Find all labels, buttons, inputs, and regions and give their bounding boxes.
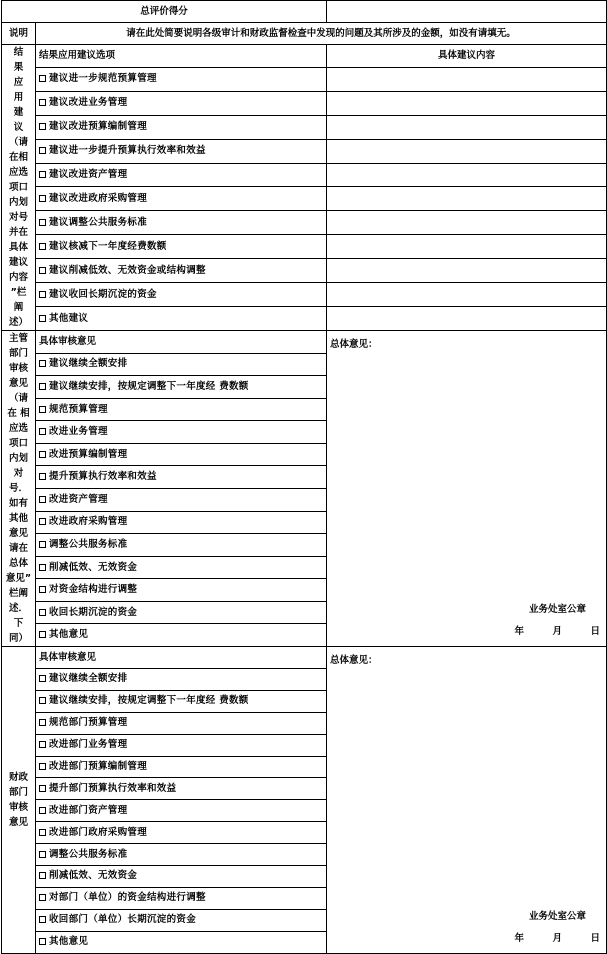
table-row (2, 187, 607, 211)
option-label: 其他建议 (49, 312, 89, 324)
overall-opinion-label: 总体意见： (330, 339, 378, 350)
option-label: 建议继续全额安排 (49, 673, 128, 685)
option-cell[interactable] (36, 624, 327, 647)
checkbox-icon[interactable] (39, 360, 46, 367)
side-label-part: 阐 (13, 302, 24, 313)
option-cell[interactable] (36, 778, 327, 800)
side-label-part: 意见 (8, 816, 28, 828)
option-label: 规范部门预算管理 (49, 717, 128, 729)
option-label: 收回长期沉淀的资金 (49, 606, 138, 618)
checkbox-icon[interactable] (39, 473, 46, 480)
section3-header: 具体审核意见 (36, 647, 327, 669)
side-label-part: 部门 (8, 348, 28, 359)
option-label: 其他意见 (49, 629, 89, 641)
checkbox-icon[interactable] (39, 195, 46, 202)
side-label-part: （请 (8, 137, 28, 148)
side-label-part: 部门 (8, 786, 28, 798)
option-label: 改进部门资产管理 (49, 804, 128, 816)
section1-col2-header: 具体建议内容 (327, 45, 607, 68)
side-label-part: 议 (13, 122, 24, 133)
checkbox-icon[interactable] (39, 147, 46, 154)
checkbox-icon[interactable] (39, 586, 46, 593)
option-label: 建议继续全额安排 (49, 358, 128, 370)
option-label: 建议继续安排，按规定调整下一年度经 费数额 (49, 381, 249, 393)
side-label-part: 对号 (8, 212, 28, 223)
seal-label: 业务处室公章 (529, 604, 587, 615)
option-cell[interactable] (36, 931, 327, 953)
option-cell[interactable] (36, 844, 327, 866)
option-cell[interactable] (36, 443, 327, 466)
overall-opinion-label: 总体意见： (330, 655, 378, 666)
checkbox-icon[interactable] (39, 763, 46, 770)
table-row (2, 139, 607, 163)
section3-overall-opinion[interactable] (327, 647, 607, 954)
side-label-part: 其他 (8, 513, 28, 524)
option-label: 调整公共服务标准 (49, 538, 128, 550)
table-row (2, 235, 607, 259)
checkbox-icon[interactable] (39, 609, 46, 616)
option-cell[interactable] (36, 866, 327, 888)
checkbox-icon[interactable] (39, 315, 46, 322)
checkbox-icon[interactable] (39, 851, 46, 858)
side-label-part: 对 (13, 468, 24, 479)
checkbox-icon[interactable] (39, 631, 46, 638)
option-cell[interactable] (36, 91, 327, 115)
section2-header: 具体审核意见 (36, 331, 327, 354)
checkbox-icon[interactable] (39, 675, 46, 682)
side-label-part: 在相 (8, 152, 28, 163)
suggestion-content-cell[interactable] (327, 139, 607, 163)
suggestion-content-cell[interactable] (327, 307, 607, 331)
checkbox-icon[interactable] (39, 741, 46, 748)
suggestion-content-cell[interactable] (327, 211, 607, 235)
side-label-part: 同） (8, 633, 28, 644)
side-label-part: 审核 (8, 801, 28, 813)
side-label-part: 总体 (8, 558, 28, 569)
checkbox-icon[interactable] (39, 291, 46, 298)
option-cell[interactable] (36, 211, 327, 235)
side-label-part: 项口 (8, 438, 28, 449)
checkbox-icon[interactable] (39, 938, 46, 945)
checkbox-icon[interactable] (39, 829, 46, 836)
side-label-part: 号． (8, 483, 28, 494)
option-label: 改进业务管理 (49, 426, 108, 438)
option-cell[interactable] (36, 887, 327, 909)
side-label-part: 述． (8, 603, 28, 614)
checkbox-icon[interactable] (39, 894, 46, 901)
suggestion-content-cell[interactable] (327, 259, 607, 283)
date-year: 年 (514, 626, 525, 637)
checkbox-icon[interactable] (39, 807, 46, 814)
side-label-part: 主管 (8, 333, 28, 344)
side-label-part: 内划 (8, 453, 28, 464)
option-label: 改进资产管理 (49, 493, 108, 505)
section2-overall-opinion[interactable] (327, 331, 607, 647)
side-label-part: 应 (13, 77, 24, 88)
date-day: 日 (590, 932, 601, 944)
checkbox-icon[interactable] (39, 541, 46, 548)
side-label-part: 应选 (8, 167, 28, 178)
suggestion-content-cell[interactable] (327, 283, 607, 307)
option-label: 改进预算编制管理 (49, 448, 128, 460)
option-cell[interactable] (36, 421, 327, 444)
side-label-part: 栏阐 (8, 588, 28, 599)
option-label: 对部门（单位）的资金结构进行调整 (49, 892, 206, 904)
option-label: 提升预算执行效率和效益 (49, 471, 157, 483)
option-label: 建议改进业务管理 (49, 97, 128, 109)
date-line (515, 933, 601, 945)
side-label-part: 审核 (8, 363, 28, 374)
checkbox-icon[interactable] (39, 123, 46, 130)
explain-text: 请在此处简要说明各级审计和财政监督检查中发现的问题及其所涉及的金额，如没有请填无。 (36, 23, 607, 45)
checkbox-icon[interactable] (39, 451, 46, 458)
checkbox-icon[interactable] (39, 785, 46, 792)
table-row (2, 211, 607, 235)
option-cell[interactable] (36, 283, 327, 307)
option-label: 建议核减下一年度经费数额 (49, 240, 167, 252)
side-label-part: 项口 (8, 182, 28, 193)
option-label: 建议调整公共服务标准 (49, 216, 148, 228)
checkbox-icon[interactable] (39, 697, 46, 704)
option-cell[interactable] (36, 259, 327, 283)
table-row (2, 259, 607, 283)
side-label-part: 建 (13, 107, 24, 118)
side-label-part: 应选 (8, 423, 28, 434)
option-label: 改进部门政府采购管理 (49, 826, 148, 838)
side-label-part: 意见 (8, 528, 28, 539)
option-cell[interactable] (36, 556, 327, 579)
option-cell[interactable] (36, 822, 327, 844)
seal-label: 业务处室公章 (529, 910, 587, 922)
suggestion-content-cell[interactable] (327, 163, 607, 187)
date-day: 日 (590, 626, 601, 637)
option-cell[interactable] (36, 601, 327, 624)
section2-side-label (2, 331, 36, 647)
side-label-part: ”栏 (10, 287, 27, 298)
option-cell[interactable] (36, 307, 327, 331)
side-label-part: 具体 (8, 242, 28, 253)
option-cell[interactable] (36, 67, 327, 91)
checkbox-icon[interactable] (39, 171, 46, 178)
checkbox-icon[interactable] (39, 428, 46, 435)
option-label: 提升部门预算执行效率和效益 (49, 782, 177, 794)
checkbox-icon[interactable] (39, 496, 46, 503)
total-score-value[interactable] (327, 1, 607, 23)
form-table (1, 0, 607, 954)
checkbox-icon[interactable] (39, 383, 46, 390)
side-label-part: 用 (13, 92, 24, 103)
suggestion-content-cell[interactable] (327, 187, 607, 211)
checkbox-icon[interactable] (39, 916, 46, 923)
option-cell[interactable] (36, 511, 327, 534)
option-label: 建议进一步规范预算管理 (49, 73, 157, 85)
date-year: 年 (514, 932, 525, 944)
date-month: 月 (552, 932, 563, 944)
side-label-part: 财政 (8, 771, 28, 783)
checkbox-icon[interactable] (39, 219, 46, 226)
option-label: 其他意见 (49, 936, 89, 948)
table-row (2, 283, 607, 307)
table-row (2, 91, 607, 115)
date-line (515, 626, 601, 638)
suggestion-content-cell[interactable] (327, 235, 607, 259)
option-label: 规范预算管理 (49, 403, 108, 415)
option-cell[interactable] (36, 235, 327, 259)
option-label: 改进政府采购管理 (49, 516, 128, 528)
option-label: 建议削减低效、无效资金或结构调整 (49, 264, 206, 276)
option-cell[interactable] (36, 669, 327, 691)
option-label: 建议改进资产管理 (49, 169, 128, 181)
side-label-part: 意见 (8, 378, 28, 389)
option-cell[interactable] (36, 187, 327, 211)
checkbox-icon[interactable] (39, 406, 46, 413)
side-label-part: 内容 (8, 272, 28, 283)
explain-label: 说明 (2, 23, 36, 45)
checkbox-icon[interactable] (39, 872, 46, 879)
date-month: 月 (552, 626, 563, 637)
total-score-label: 总评价得分 (2, 1, 327, 23)
checkbox-icon[interactable] (39, 518, 46, 525)
option-label: 改进部门预算编制管理 (49, 761, 148, 772)
side-label-part: 意见” (5, 573, 32, 584)
option-cell[interactable] (36, 909, 327, 931)
option-cell[interactable] (36, 712, 327, 734)
side-label-part: 在 相 (7, 408, 30, 419)
table-row (2, 67, 607, 91)
side-label-part: （请 (8, 393, 28, 404)
side-label-part: 建议 (8, 257, 28, 268)
side-label-part: 如有 (8, 498, 28, 509)
side-label-part: 述） (8, 317, 28, 328)
option-cell[interactable] (36, 376, 327, 399)
option-label: 改进部门业务管理 (49, 739, 128, 751)
option-cell[interactable] (36, 756, 327, 778)
option-cell[interactable] (36, 534, 327, 557)
option-cell[interactable] (36, 353, 327, 376)
option-label: 建议改进政府采购管理 (49, 192, 148, 204)
table-row (2, 115, 607, 139)
option-cell[interactable] (36, 398, 327, 421)
option-label: 对资金结构进行调整 (49, 584, 138, 596)
side-label-part: 请在 (8, 543, 28, 554)
option-cell[interactable] (36, 489, 327, 512)
suggestion-content-cell[interactable] (327, 67, 607, 91)
suggestion-content-cell[interactable] (327, 115, 607, 139)
section1-col1-header: 结果应用建议选项 (36, 45, 327, 68)
checkbox-icon[interactable] (39, 243, 46, 250)
option-cell[interactable] (36, 800, 327, 822)
option-cell[interactable] (36, 466, 327, 489)
option-label: 建议继续安排，按规定调整下一年度经 费数额 (49, 695, 249, 707)
option-cell[interactable] (36, 163, 327, 187)
option-cell[interactable] (36, 734, 327, 756)
table-row (2, 163, 607, 187)
checkbox-icon[interactable] (39, 267, 46, 274)
side-label-part: 并在 (8, 227, 28, 238)
option-label: 削减低效、无效资金 (49, 561, 138, 573)
side-label-part: 内划 (8, 197, 28, 208)
option-cell[interactable] (36, 579, 327, 602)
checkbox-icon[interactable] (39, 719, 46, 726)
section1-side-label (2, 45, 36, 331)
section3-side-label (2, 647, 36, 954)
option-cell[interactable] (36, 115, 327, 139)
option-label: 调整公共服务标准 (49, 848, 128, 860)
option-label: 收回部门（单位）长期沉淀的资金 (49, 914, 197, 926)
side-label-part: 下 (13, 618, 24, 629)
option-label: 削减低效、无效资金 (49, 870, 138, 882)
option-label: 建议进一步提升预算执行效率和效益 (49, 145, 206, 157)
suggestion-content-cell[interactable] (327, 91, 607, 115)
option-cell[interactable] (36, 139, 327, 163)
checkbox-icon[interactable] (39, 99, 46, 106)
table-row (2, 307, 607, 331)
side-label-part: 果 (13, 62, 24, 73)
side-label-part: 结 (13, 47, 24, 58)
checkbox-icon[interactable] (39, 75, 46, 82)
option-label: 建议改进预算编制管理 (49, 121, 148, 133)
option-cell[interactable] (36, 690, 327, 712)
checkbox-icon[interactable] (39, 564, 46, 571)
option-label: 建议收回长期沉淀的资金 (49, 288, 157, 300)
